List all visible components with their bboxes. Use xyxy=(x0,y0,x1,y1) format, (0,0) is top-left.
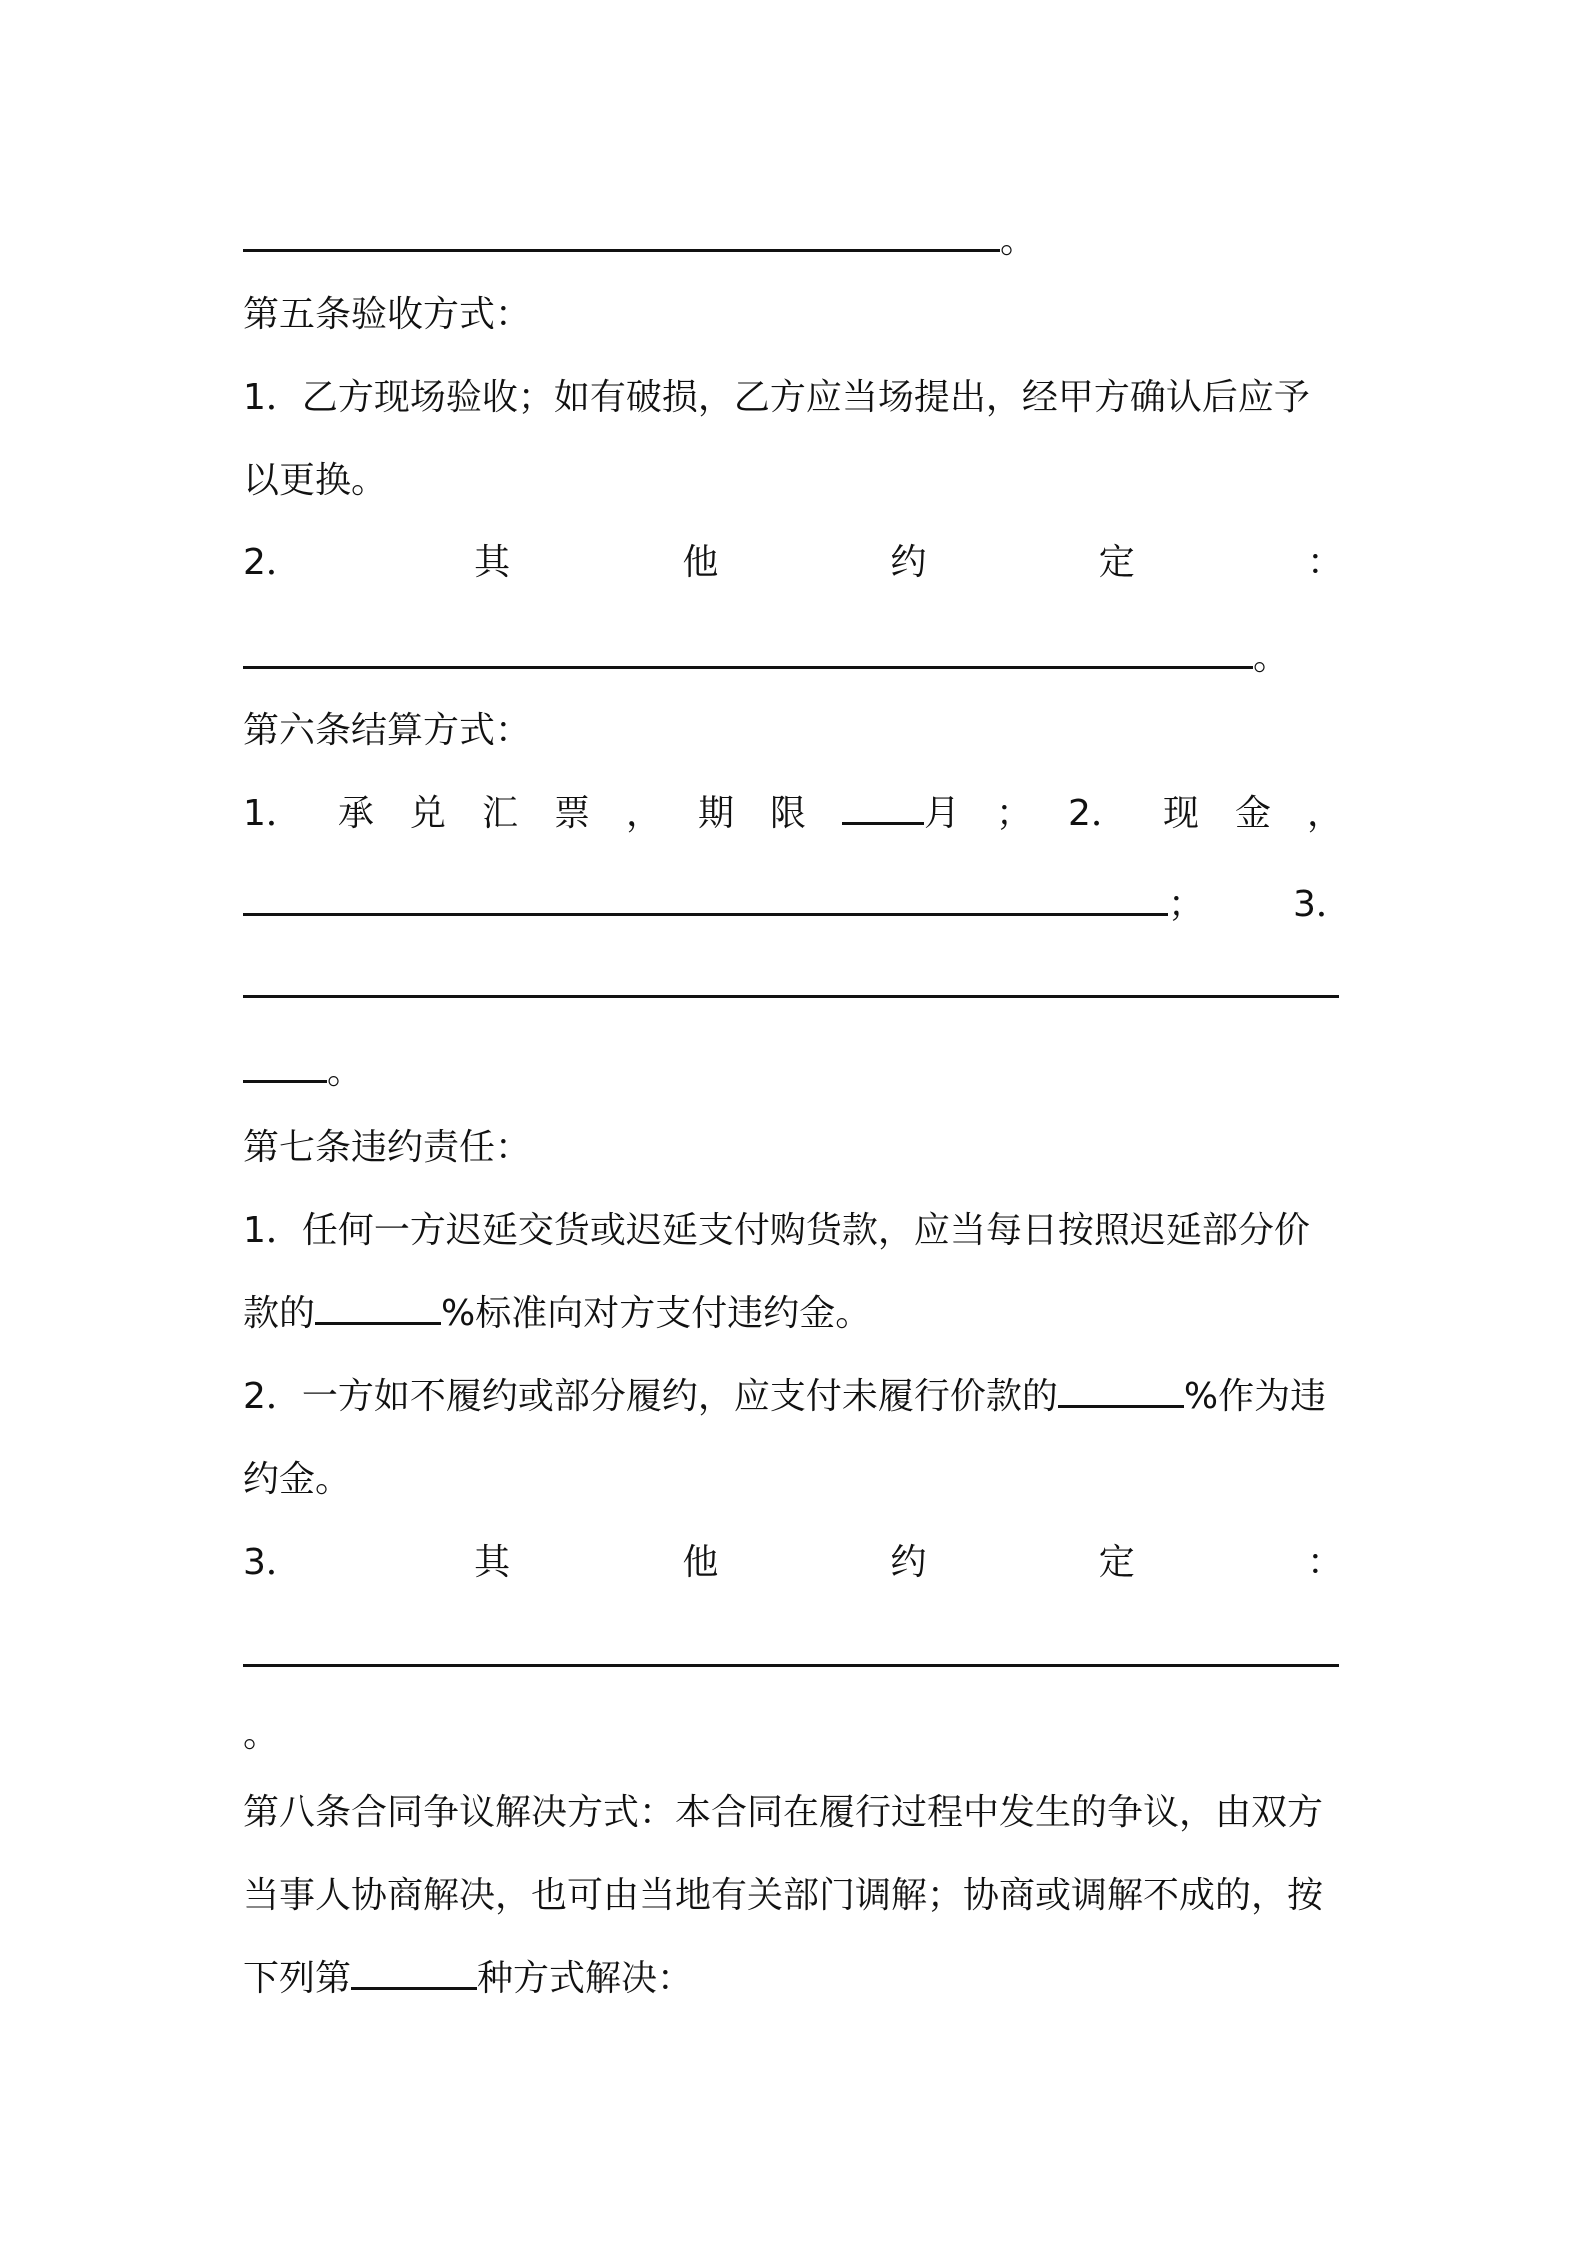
blank-field[interactable] xyxy=(1058,1375,1184,1408)
article-7-item-2-line-1 xyxy=(243,1372,1343,1422)
period-line xyxy=(243,1710,1343,1760)
article-5-heading: 第五条验收方式： xyxy=(243,294,532,335)
text-segment: 下列第 xyxy=(243,1958,352,1999)
spread-char: ： xyxy=(1306,1542,1343,1583)
blank-field[interactable] xyxy=(243,219,1000,252)
spread-char: 期 xyxy=(697,793,734,834)
spread-char: 他 xyxy=(682,542,719,583)
fill-blank-line xyxy=(243,633,1343,683)
period-mark: 。 xyxy=(1000,220,1037,261)
text-segment: %作为违 xyxy=(1183,1376,1327,1417)
blank-field[interactable] xyxy=(351,1957,477,1990)
article-7-item-1-line-1: 1．任何一方迟延交货或迟延支付购货款，应当每日按照迟延部分价 xyxy=(243,1210,1310,1251)
spread-char: 承 xyxy=(337,793,374,834)
spread-char: 现 xyxy=(1162,793,1199,834)
spread-char: 约 xyxy=(890,542,927,583)
article-6-item-line-1 xyxy=(243,789,1343,839)
spread-char: 3． xyxy=(243,1542,302,1583)
article-6-item-line-2 xyxy=(243,880,1352,930)
blank-field[interactable] xyxy=(243,636,1253,669)
spread-char: 其 xyxy=(474,542,511,583)
article-8-line-2: 当事人协商解决，也可由当地有关部门调解；协商或调解不成的，按 xyxy=(243,1875,1324,1916)
fill-blank-line xyxy=(243,962,1343,1012)
fill-blank-line xyxy=(243,216,1343,266)
spread-char: ： xyxy=(1306,542,1343,583)
fill-blank-line xyxy=(243,1631,1343,1681)
article-8-line-1: 第八条合同争议解决方式：本合同在履行过程中发生的争议，由双方 xyxy=(243,1792,1324,1833)
spread-char: 兑 xyxy=(409,793,446,834)
spread-char: 金 xyxy=(1234,793,1271,834)
spread-char: 他 xyxy=(682,1542,719,1583)
spread-char: 其 xyxy=(474,1542,511,1583)
month-blank-group xyxy=(842,789,960,839)
spread-char: ； xyxy=(996,793,1033,834)
text-segment: %标准向对方支付违约金。 xyxy=(441,1293,872,1334)
blank-field[interactable] xyxy=(842,792,924,825)
article-8-line-3 xyxy=(243,1954,1343,2004)
article-7-item-2-line-2: 约金。 xyxy=(243,1459,352,1500)
period-mark: 。 xyxy=(1253,637,1290,678)
spread-char: 1． xyxy=(243,793,302,834)
spread-char: 2． xyxy=(243,542,302,583)
fill-blank-line xyxy=(243,1047,1343,1097)
spread-char: 定 xyxy=(1098,542,1135,583)
spread-char: 2． xyxy=(1068,793,1127,834)
blank-field[interactable] xyxy=(243,1050,327,1083)
period-mark: 。 xyxy=(243,1714,280,1755)
text-segment: 种方式解决： xyxy=(477,1958,694,1999)
blank-field[interactable] xyxy=(243,965,1339,998)
blank-field[interactable] xyxy=(243,1634,1339,1667)
article-7-item-1-line-2 xyxy=(243,1289,1343,1339)
text-segment: 2．一方如不履约或部分履约，应支付未履行价款的 xyxy=(243,1376,1058,1417)
article-5-item-1-line-1: 1．乙方现场验收；如有破损，乙方应当场提出，经甲方确认后应予 xyxy=(243,377,1310,418)
spread-char: ， xyxy=(1306,793,1343,834)
month-label: 月 xyxy=(924,793,961,834)
item-number-3: 3． xyxy=(1293,884,1352,925)
article-7-heading: 第七条违约责任： xyxy=(243,1127,532,1168)
period-mark: 。 xyxy=(327,1051,364,1092)
blank-field[interactable] xyxy=(243,883,1168,916)
text-segment: 款的 xyxy=(243,1293,316,1334)
spread-char: 约 xyxy=(890,1542,927,1583)
spread-char: ， xyxy=(625,793,662,834)
spread-char: 限 xyxy=(770,793,807,834)
spread-char: 票 xyxy=(553,793,590,834)
article-5-item-2-line xyxy=(243,538,1343,588)
spread-char: 汇 xyxy=(481,793,518,834)
spread-char: 定 xyxy=(1098,1542,1135,1583)
article-5-item-1-line-2: 以更换。 xyxy=(243,460,388,501)
blank-field[interactable] xyxy=(315,1292,441,1325)
article-6-heading: 第六条结算方式： xyxy=(243,710,532,751)
article-7-item-3-line xyxy=(243,1538,1343,1588)
semicolon-mark: ； xyxy=(1168,884,1205,925)
